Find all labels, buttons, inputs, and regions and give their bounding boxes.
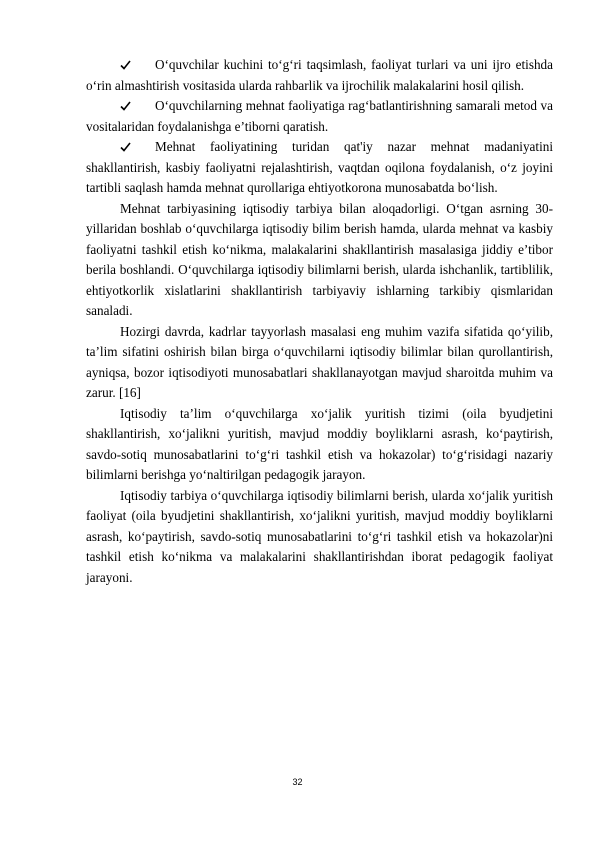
checkmark-icon	[120, 137, 134, 157]
bullet-text: Mehnat faoliyatining turidan qat'iy nazar mehnat madaniyatini shakllantirish, kasbiy faoliyatni rejalashtirish, vaqtdan oqilona foydalanish, o‘z joyini tartibli saqlash hamda mehnat qurollariga ehtiyotkorona munosabatda bo‘lish.	[86, 139, 553, 195]
paragraph-current-period: Hozirgi davrda, kadrlar tayyorlash masalasi eng muhim vazifa sifatida qo‘yilib, ta’lim sifatini oshirish bilan birga o‘quvchilarni iqtisodiy bilimlar bilan qurollantirish, ayniqsa, bozor iqtisodiyoti munosabatlari shakllanayotgan mavjud sharoitda muhim va zarur. [16]	[86, 323, 553, 400]
paragraph-economic-link: Mehnat tarbiyasining iqtisodiy tarbiya bilan aloqadorligi. O‘tgan asrning 30-yillaridan boshlab o‘quvchilarga iqtisodiy bilim berish hamda, ularda mehnat va kasbiy faoliyatni tashkil etish ko‘nikma, malakalarini shakllantirish masalasiga jiddiy e’tibor berila boshlandi. O‘quvchilarga iqtisodiy bilimlarni berish, ularda ishchanlik, tartiblilik, ehtiyotkorlik xislatlarini shakllantirish tarbiyaviy ishlarning tarkibiy qismlaridan sanaladi.	[86, 200, 553, 318]
checkmark-icon	[120, 55, 134, 75]
bullet-text: O‘quvchilarning mehnat faoliyatiga rag‘batlantirishning samarali metod va vositalaridan foydalanishga e’tiborni qaratish.	[86, 98, 553, 134]
bullet-text: O‘quvchilar kuchini to‘g‘ri taqsimlash, faoliyat turlari va uni ijro etishda o‘rin almashtirish vositasida ularda rahbarlik va ijrochilik malakalarini hosil qilish.	[86, 57, 553, 93]
bullet-item-3	[86, 137, 553, 199]
page-number: 32	[292, 777, 303, 787]
paragraph-economic-education: Iqtisodiy ta’lim o‘quvchilarga xo‘jalik yuritish tizimi (oila byudjetini shakllantirish, xo‘jalikni yuritish, mavjud moddiy boyliklarni asrash, ko‘paytirish, savdo-sotiq munosabatlarini to‘g‘ri tashkil etish va hokazolar) to‘g‘risidagi nazariy bilimlarni berishga yo‘naltirilgan pedagogik jarayon.	[86, 405, 553, 482]
paragraph-economic-upbringing: Iqtisodiy tarbiya o‘quvchilarga iqtisodiy bilimlarni berish, ularda xo‘jalik yuritish faoliyat (oila byudjetini shakllantirish, xo‘jalikni yuritish, mavjud moddiy boyliklarni asrash, ko‘paytirish, savdo-sotiq munosabatlarini to‘g‘ri tashkil etish va hokazolar)ni tashkil etish ko‘nikma va malakalarini shakllantirishdan iborat pedagogik faoliyat jarayoni.	[86, 487, 553, 585]
bullet-item-2	[86, 96, 553, 137]
page-body	[86, 55, 553, 588]
bullet-item-1	[86, 55, 553, 96]
checkmark-icon	[120, 96, 134, 116]
